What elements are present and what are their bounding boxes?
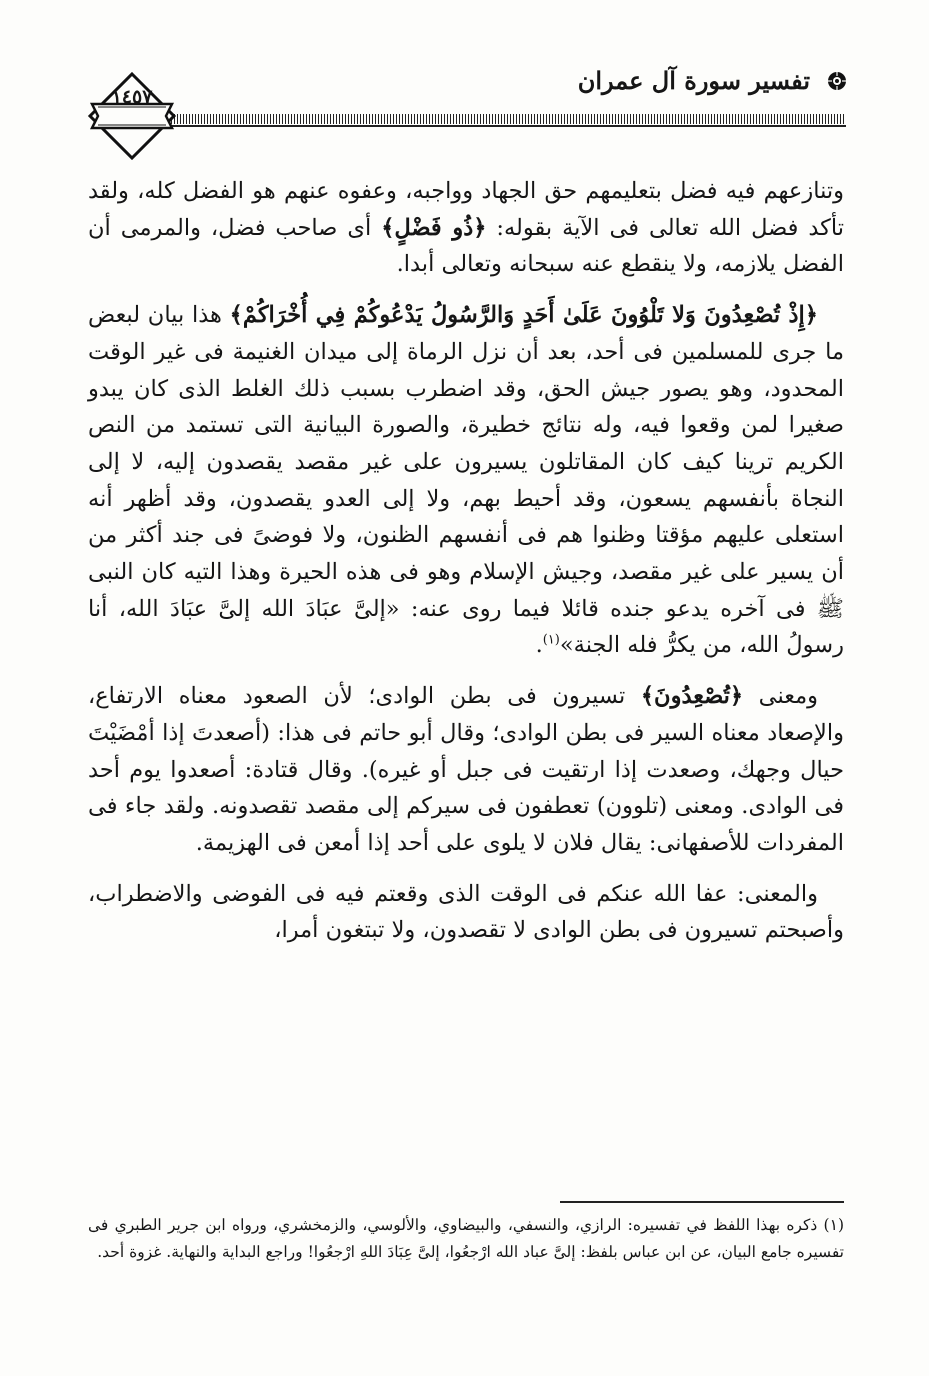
quran-verse: ﴿تُصْعِدُونَ﴾ — [640, 683, 744, 710]
page-number: ١٤٥٧ — [111, 86, 153, 108]
paragraph-text: ومعنى — [743, 683, 819, 710]
footnote-marker[interactable]: (١) — [542, 632, 560, 648]
paragraph-text: وتنازعهم فيه فضل بتعليمهم حق الجهاد وواجبه، وعفوه عنهم هو الفضل كله، ولقد تأكد فضل الله تعالى فى الآية بقوله: — [88, 178, 844, 241]
paragraph-text: أى صاحب فضل، والمرمى أن الفضل يلازمه، ولا ينقطع عنه سبحانه وتعالى أبدا. — [88, 214, 844, 278]
footnote — [88, 1212, 844, 1265]
paragraph-text: تسيرون فى بطن الوادى؛ لأن الصعود معناه الارتفاع، والإصعاد معناه السير فى بطن الوادى؛ وقال أبو حاتم فى هذا: (أصعدتَ إذا أمْضَيْتَ حيال وجهك، وصعدت إذا ارتقيت فى جبل أو غيره). وقال قتادة: أصعدوا يوم أحد فى الوادى. ومعنى (تلوون) تعطفون فى سيركم إلى مقصد تقصدونه. ولقد جاء فى المفردات للأصفهانى: يقال فلان لا يلوى على أحد إذا أمعن فى الهزيمة. — [88, 683, 844, 856]
chapter-title: تفسير سورة آل عمران — [577, 66, 810, 95]
main-text — [88, 173, 844, 963]
paragraph-text: هذا بيان لبعض ما جرى للمسلمين فى أحد، بعد أن نزل الرماة إلى ميدان الغنيمة فى غير الوقت المحدود، وهو يصور جيش الحق، وقد اضطرب بسبب ذلك الغلط الذى كان يبدو صغيرا لمن وقعوا فيه، وله نتائج خطيرة، والصورة البيانية التى تستمد من النص الكريم ترينا كيف كان المقاتلون يسيرون على غير مقصد يقصدون إليه، لا إلى النجاة بأنفسهم يسعون، وقد أحيط بهم، ولا إلى العدو يقصدون، وقد أظهر أنه استعلى عليهم مؤقتا وظنوا هم فى أنفسهم الظنون، ولا فوضىً فى جند أكثر من أن يسير على غير مقصد، وجيش الإسلام وهو فى هذه الحيرة وهذا التيه كان النبى ﷺ فى آخره يدعو جنده قائلا فيما روى عنه: «إلىَّ عبَادَ الله إلىَّ عبَادَ الله، أنا رسولُ الله، من يكرُّ فله الجنة» — [88, 302, 844, 659]
paragraph — [88, 876, 844, 949]
paragraph-text: والمعنى: عفا الله عنكم فى الوقت الذى وقعتم فيه فى الفوضى والاضطراب، وأصبحتم تسيرون فى بطن الوادى لا تقصدون، ولا تبتغون أمرا، — [88, 880, 844, 944]
paragraph — [88, 173, 844, 283]
header-rule — [156, 114, 846, 124]
paragraph-text: . — [535, 632, 543, 659]
paragraph — [88, 297, 844, 664]
page-header — [86, 56, 850, 160]
quran-verse: ﴿ذُو فَضْلٍ﴾ — [381, 214, 487, 241]
quran-verse: ﴿إِذْ تُصْعِدُونَ وَلا تَلْوُونَ عَلَىٰ أَحَدٍ وَالرَّسُولُ يَدْعُوكُمْ فِي أُخْرَاكُمْ﴾ — [229, 302, 818, 329]
flower-ornament-icon — [826, 70, 848, 92]
footnote-separator — [560, 1201, 844, 1203]
footnote-text: (١) ذكره بهذا اللفظ في تفسيره: الرازي، والنسفي، والبيضاوي، والألوسي، والزمخشري، ورواه ابن جرير الطبري فى تفسيره جامع البيان، عن ابن عباس بلفظ: إلىَّ عباد الله ارْجعُوا، إلىَّ عِبَادَ اللهِ ارْجعُوا! وراجع البداية والنهاية. غزوة أحد. — [88, 1216, 844, 1261]
paragraph — [88, 678, 844, 862]
